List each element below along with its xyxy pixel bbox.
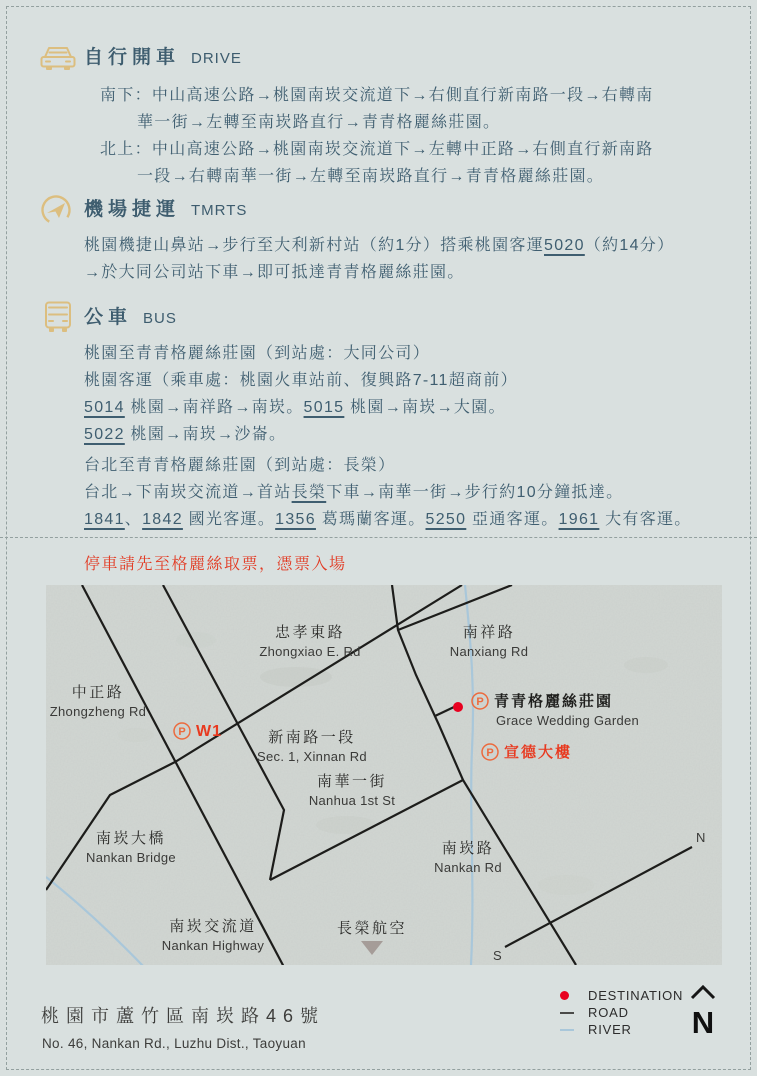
- map-road-label-en: Nankan Bridge: [86, 850, 176, 865]
- map-road-label-en: Nankan Rd: [434, 860, 502, 875]
- map-road-label-zh: 南崁路: [441, 840, 495, 857]
- map-svg: [46, 585, 722, 965]
- legend-row-road: [560, 1004, 683, 1021]
- text-line: [100, 163, 654, 190]
- parking-icon-letter: P: [476, 696, 484, 708]
- map-south-label: S: [493, 948, 502, 963]
- map-road-label-zh: 中正路: [71, 684, 125, 701]
- map-north-label: N: [696, 830, 706, 845]
- river-line-icon: [560, 1029, 575, 1031]
- route-number: 1841: [84, 511, 125, 528]
- compass-north-label: N: [691, 1005, 715, 1040]
- map-road-label-en: Zhongzheng Rd: [49, 704, 147, 719]
- text-segment: 大有客運。: [599, 511, 692, 528]
- text-line: [84, 479, 692, 506]
- route-number: 5015: [303, 399, 345, 416]
- map-road-label-zh: 南華一街: [316, 773, 388, 790]
- map-road-label-zh: 忠孝東路: [274, 624, 346, 641]
- text-segment: 一段→右轉南華一街→左轉至南崁路直行→青青格麗絲莊園。: [137, 168, 605, 185]
- text-segment: 桃園機捷山鼻站→步行至大利新村站（約1分）搭乘桃園客運: [84, 237, 544, 254]
- drive-title-zh: 自行開車: [84, 47, 181, 68]
- tmrts-directions: [84, 232, 674, 286]
- legend-row-destination: [560, 987, 683, 1004]
- text-segment: 桃園→南崁→大園。: [344, 399, 506, 416]
- route-number: 長榮: [291, 484, 327, 501]
- parking-icon-letter: P: [178, 726, 186, 738]
- parking-note: 停車請先至格麗絲取票，憑票入場: [84, 556, 347, 573]
- address-en: No. 46, Nankan Rd., Luzhu Dist., Taoyuan: [42, 1036, 306, 1051]
- legend-row-river: [560, 1021, 683, 1038]
- text-segment: 國光客運。: [182, 511, 276, 528]
- legend-label: ROAD: [588, 1005, 629, 1020]
- map-road-label-zh: 南崁大橋: [95, 830, 167, 847]
- text-segment: 、: [124, 511, 143, 528]
- compass-chevron-icon: [689, 984, 717, 1000]
- bus-icon: [40, 300, 76, 334]
- map-road-label-zh: 南祥路: [462, 624, 516, 641]
- text-segment: 華一街→左轉至南崁路直行→青青格麗絲莊園。: [137, 114, 501, 131]
- bus-title-en: BUS: [143, 310, 177, 327]
- tmrts-title-zh: 機場捷運: [84, 199, 181, 220]
- text-line: [84, 259, 674, 286]
- text-line: [100, 136, 654, 163]
- map-road-label-zh: 長榮航空: [336, 920, 408, 937]
- text-line: [84, 421, 518, 448]
- text-segment: 台北至青青格麗絲莊園（到站處：長榮）: [84, 457, 396, 474]
- text-line: [100, 109, 654, 136]
- drive-section-heading: [84, 42, 242, 69]
- compass: [688, 984, 718, 1038]
- map: [46, 585, 722, 965]
- text-segment: 下車→南華一街→步行約10分鐘抵達。: [326, 484, 624, 501]
- map-road-label-en: Zhongxiao E. Rd: [259, 644, 361, 659]
- text-segment: 桃園客運（乘車處：桃園火車站前、復興路7-11超商前）: [84, 372, 518, 389]
- route-number: 5022: [84, 426, 125, 443]
- text-line: [84, 506, 692, 533]
- map-road-label-en: Nanxiang Rd: [449, 644, 529, 659]
- car-icon: [38, 44, 78, 72]
- text-segment: 亞通客運。: [466, 511, 559, 528]
- bus-taipei-routes: [84, 452, 692, 533]
- route-number: 1356: [275, 511, 316, 528]
- destination-dot: [453, 702, 463, 712]
- destination-dot-icon: [560, 991, 575, 1000]
- route-number: 1961: [558, 511, 600, 528]
- drive-title-en: DRIVE: [191, 50, 242, 67]
- parking-icon-letter: P: [486, 747, 494, 759]
- text-line: [100, 82, 654, 109]
- text-segment: 桃園至青青格麗絲莊園（到站處：大同公司）: [84, 345, 431, 362]
- bus-title-zh: 公車: [84, 307, 133, 328]
- text-segment: →於大同公司站下車→即可抵達青青格麗絲莊園。: [84, 264, 465, 281]
- parking-sublabel: Grace Wedding Garden: [496, 713, 640, 728]
- text-segment: 桃園→南祥路→南崁。: [124, 399, 304, 416]
- route-number: 5014: [84, 399, 125, 416]
- legend-label: DESTINATION: [588, 988, 684, 1003]
- legend-label: RIVER: [588, 1022, 632, 1037]
- map-road-label-en: Nankan Highway: [161, 938, 265, 953]
- road-line-icon: [560, 1012, 575, 1014]
- text-line: [84, 232, 674, 259]
- drive-directions: [100, 82, 654, 190]
- text-segment: 桃園→南崁→沙崙。: [124, 426, 287, 443]
- parking-label: W1: [196, 723, 222, 740]
- map-road-label-zh: 新南路一段: [268, 729, 356, 746]
- address-zh: 桃園市蘆竹區南崁路46號: [41, 1006, 326, 1026]
- bus-taoyuan-routes: [84, 340, 518, 448]
- bus-section-heading: [84, 302, 177, 329]
- text-line: [84, 394, 518, 421]
- text-segment: 北上：中山高速公路→桃園南崁交流道下→左轉中正路→右側直行新南路: [100, 141, 654, 158]
- text-segment: 南下：中山高速公路→桃園南崁交流道下→右側直行新南路一段→右轉南: [100, 87, 654, 104]
- text-line: [84, 340, 518, 367]
- parking-label: 青青格麗絲莊園: [494, 693, 614, 710]
- route-number: 5020: [544, 237, 585, 254]
- map-road-label-en: Nanhua 1st St: [308, 793, 396, 808]
- parking-label: 宣德大樓: [504, 744, 573, 761]
- text-line: [84, 452, 692, 479]
- map-legend: [560, 987, 683, 1038]
- text-segment: （約14分）: [584, 237, 675, 254]
- tmrts-title-en: TMRTS: [191, 202, 248, 219]
- map-road-label-zh: 南崁交流道: [169, 918, 257, 935]
- text-segment: 台北→下南崁交流道→首站: [84, 484, 292, 501]
- section-divider-dashed: [0, 537, 757, 538]
- airport-mrt-icon: [38, 192, 74, 228]
- route-number: 1842: [142, 511, 183, 528]
- route-number: 5250: [425, 511, 467, 528]
- text-line: [84, 367, 518, 394]
- map-road-label-en: Sec. 1, Xinnan Rd: [257, 749, 367, 764]
- text-segment: 葛瑪蘭客運。: [315, 511, 426, 528]
- tmrts-section-heading: [84, 194, 247, 221]
